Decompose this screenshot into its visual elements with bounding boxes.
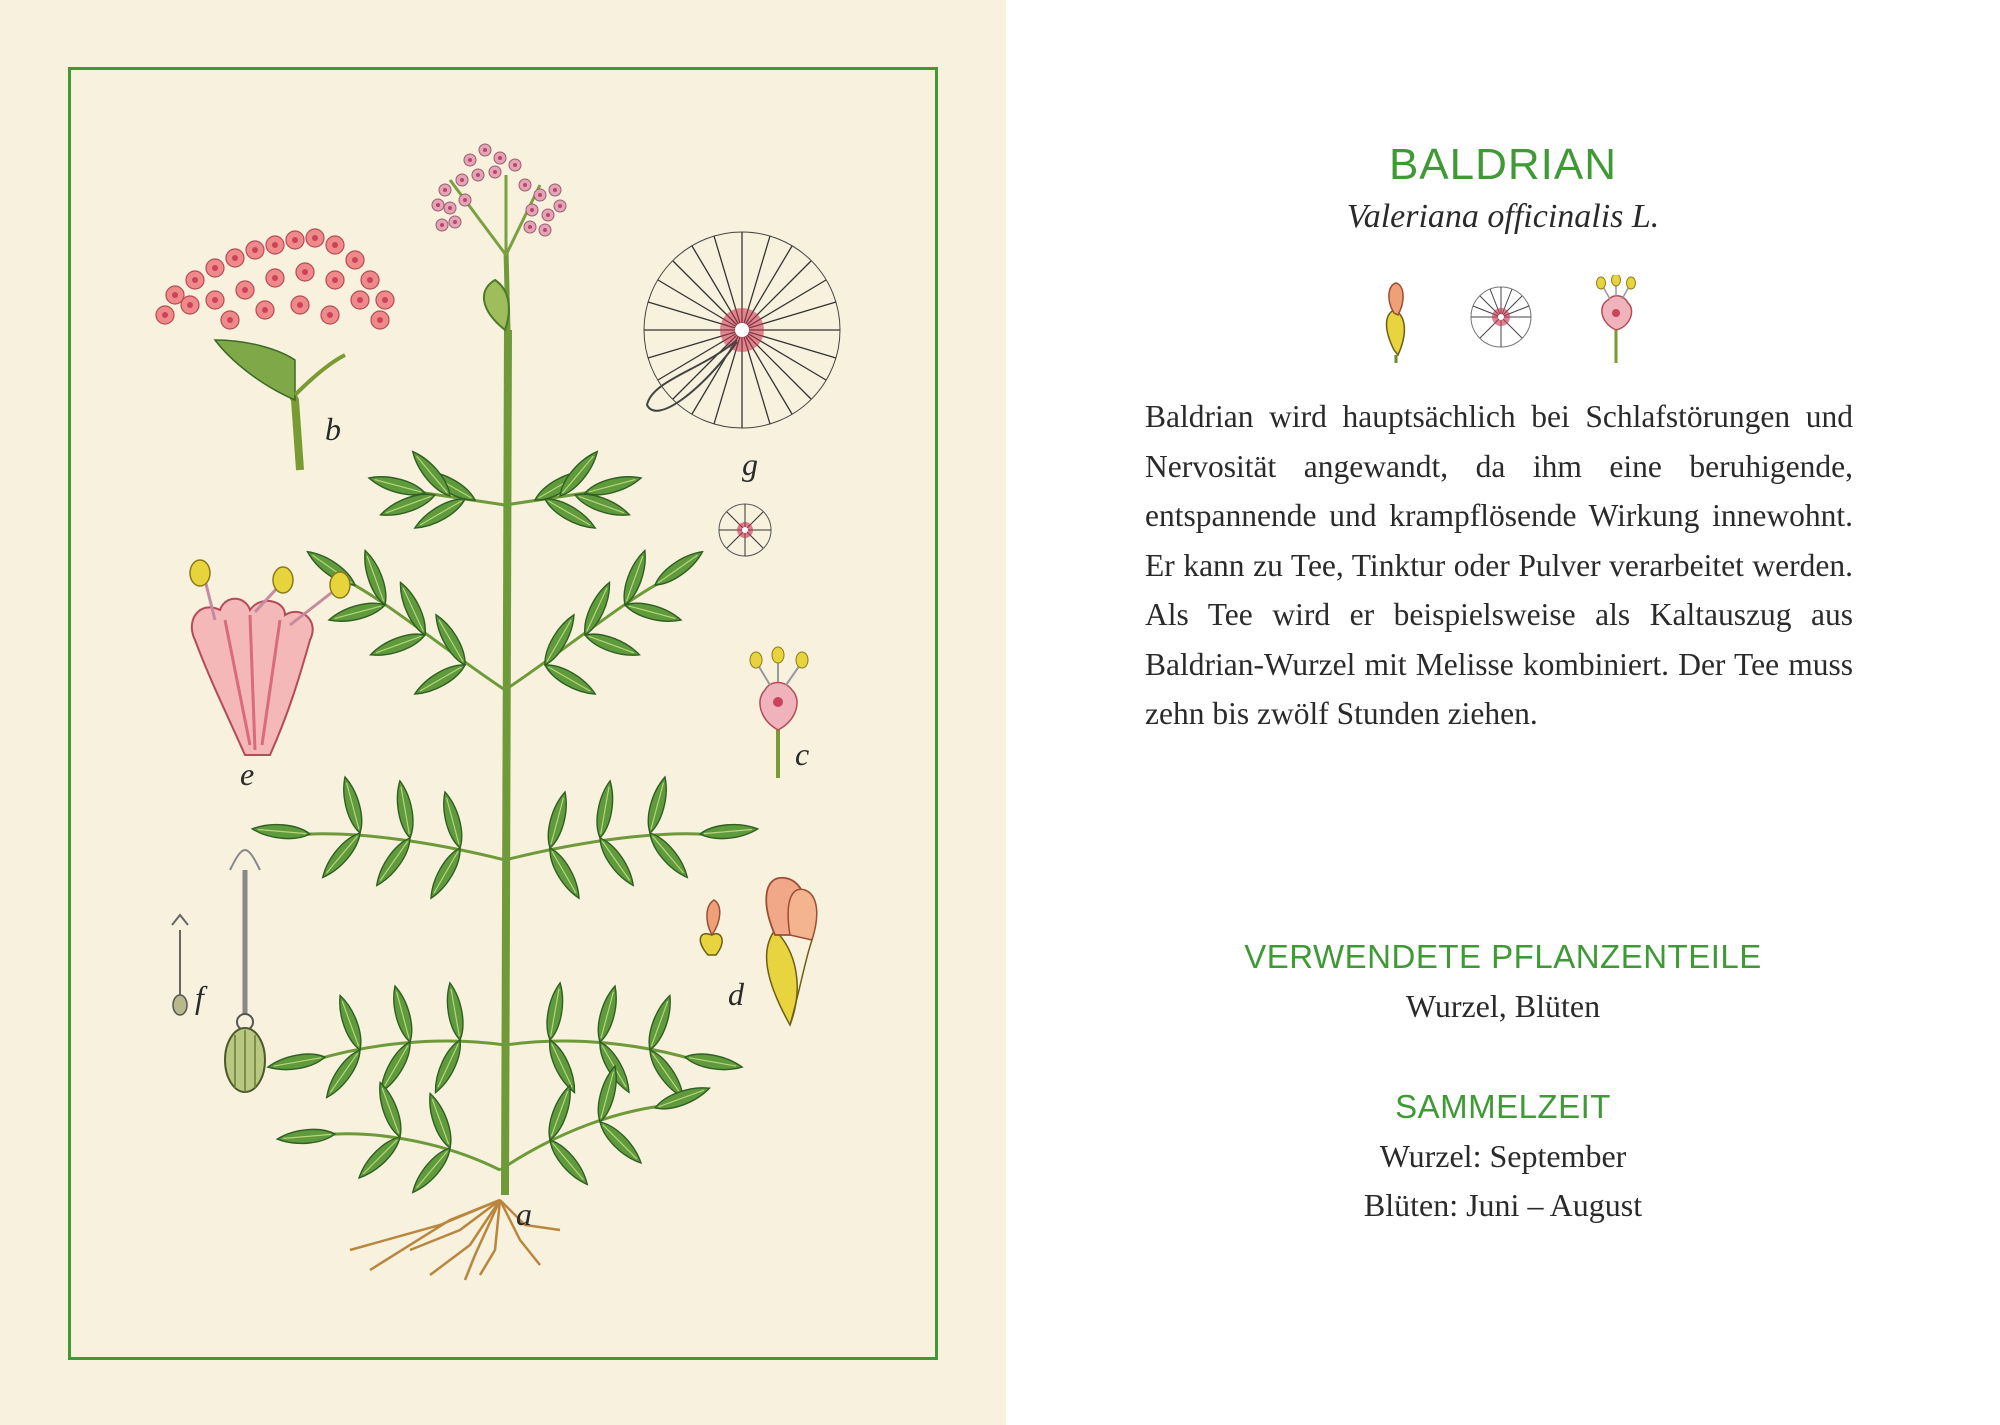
inflorescence bbox=[432, 144, 566, 236]
detail-g-pappus bbox=[644, 232, 840, 428]
seed-pappus-icon bbox=[1471, 287, 1531, 347]
text-page bbox=[1006, 0, 2000, 1425]
label-e: e bbox=[240, 756, 255, 792]
icon-row bbox=[1306, 275, 1696, 365]
label-c: c bbox=[795, 736, 810, 772]
harvest-flowers: Blüten: Juni – August bbox=[1363, 1187, 1643, 1223]
detail-f-fruit bbox=[172, 850, 265, 1092]
latin-name: Valeriana officinalis L. bbox=[1346, 198, 1660, 235]
label-a: a bbox=[516, 1196, 532, 1232]
label-b: b bbox=[325, 411, 341, 447]
description: Baldrian wird hauptsächlich bei Schlafstörungen und Nervosität angewandt, da ihm eine beruhigende, entspannende und krampflösende Wirkung innewohnt. Er kann zu Tee, Tinktur oder Pulver verarbeitet werden. Als Tee wird er beispielsweise als Kaltauszug aus Baldrian-Wurzel mit Melisse kombiniert. Der Tee muss zehn bis zwölf Stunden ziehen. bbox=[1145, 399, 1853, 731]
plant-parts-value: Wurzel, Blüten bbox=[1405, 988, 1601, 1024]
detail-e-corolla bbox=[190, 560, 350, 755]
label-g: g bbox=[742, 446, 758, 482]
plant-parts-heading: VERWENDETE PFLANZENTEILE bbox=[1244, 938, 1762, 975]
detail-d-buds bbox=[700, 878, 816, 1025]
detail-b-flower-cluster bbox=[156, 229, 394, 470]
label-f: f bbox=[195, 979, 204, 1015]
small-flower-icon bbox=[1597, 275, 1636, 363]
small-pappus bbox=[719, 504, 771, 556]
main-stem bbox=[505, 330, 508, 1195]
plant-name: BALDRIAN bbox=[1388, 140, 1618, 189]
harvest-root: Wurzel: September bbox=[1379, 1138, 1627, 1174]
harvest-heading: SAMMELZEIT bbox=[1395, 1088, 1611, 1125]
flower-bud-icon bbox=[1387, 283, 1405, 363]
label-d: d bbox=[728, 976, 744, 1012]
